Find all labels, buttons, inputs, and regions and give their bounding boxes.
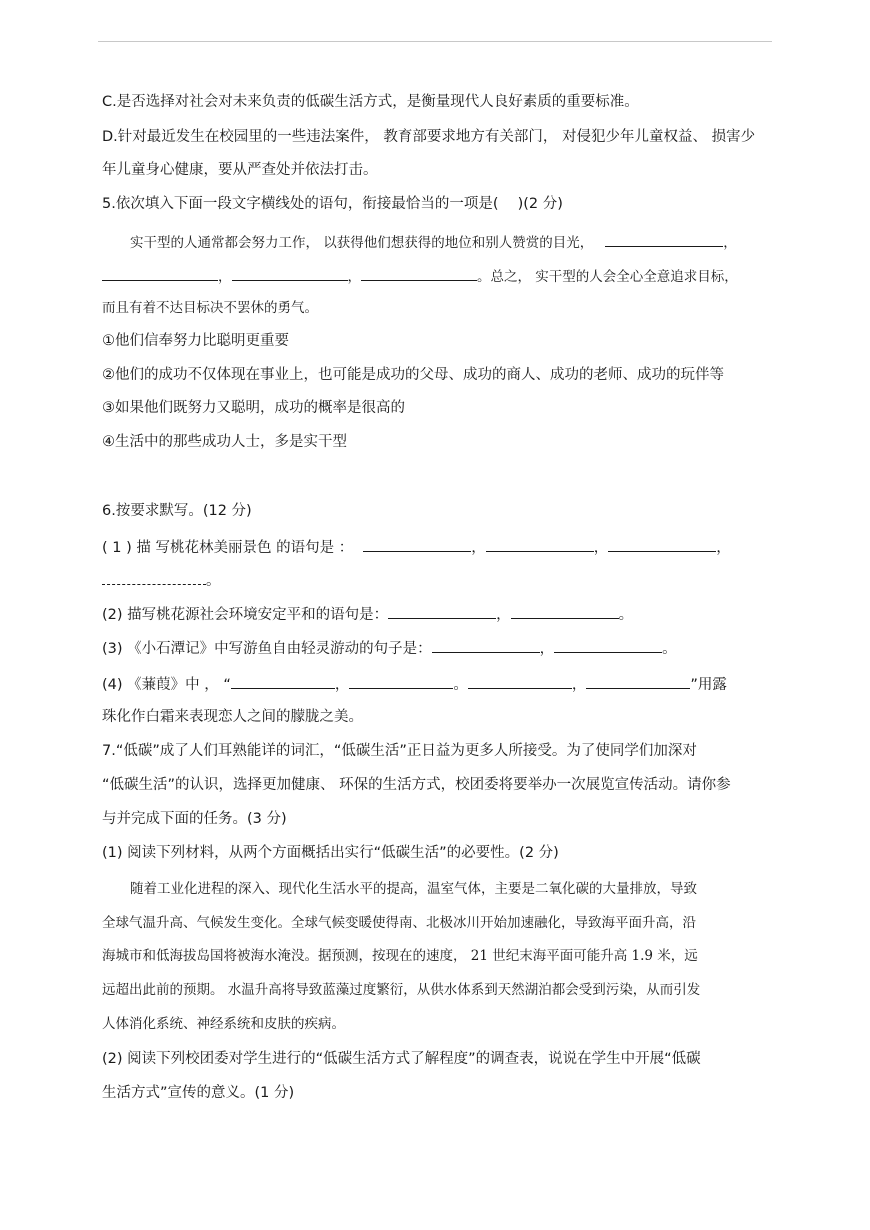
q7-material-line-2: 全球气温升高、气候发生变化。全球气候变暖使得南、北极冰川开始加速融化，导致海平面升高，沿 (102, 915, 696, 931)
fill-blank[interactable] (102, 572, 206, 585)
fill-blank[interactable] (102, 266, 218, 281)
q6-4-sep: ， (334, 677, 350, 693)
q6-2-sep: ， (496, 607, 511, 623)
q5-para-sep: ， (218, 269, 232, 285)
fill-blank[interactable] (388, 604, 496, 619)
q5-paragraph-line-3: 而且有着不达目标决不罢休的勇气。 (102, 300, 318, 316)
fill-blank[interactable] (349, 674, 453, 689)
question-7-line-2: “低碳生活”的认识，选择更加健康、 环保的生活方式，校团委将要举办一次展览宣传活动。请你参 (102, 777, 731, 793)
q6-3-sep: ， (539, 641, 555, 657)
q6-1-sep: ， (593, 540, 609, 556)
option-d-line-1: D.针对最近发生在校园里的一些违法案件， 教育部要求地方有关部门， 对侵犯少年儿童权益、 损害少 (102, 129, 756, 145)
q7-material-line-4: 远超出此前的预期。 水温升高将导致蓝藻过度繁衍，从供水体系到天然湖泊都会受到污染，从而引发 (102, 982, 701, 998)
fill-blank[interactable] (511, 604, 619, 619)
q5-item-3: ③如果他们既努力又聪明，成功的概率是很高的 (102, 400, 405, 416)
option-c-line: C.是否选择对社会对未来负责的低碳生活方式，是衡量现代人良好素质的重要标准。 (102, 94, 639, 110)
q6-1-line-2 (102, 571, 774, 591)
q5-item-4: ④生活中的那些成功人士，多是实干型 (102, 434, 347, 450)
fill-blank[interactable] (232, 266, 348, 281)
q7-sub-1: (1) 阅读下列材料，从两个方面概括出实行“低碳生活”的必要性。(2 分) (102, 845, 559, 861)
q5-paragraph-line-1 (130, 232, 774, 253)
q5-para-text-2c: 。总之， 实干型的人会全心全意追求目标， (477, 269, 738, 285)
option-d-line-2: 年儿童身心健康，要从严查处并依法打击。 (102, 162, 378, 178)
q5-item-1: ①他们信奉努力比聪明更重要 (102, 333, 289, 349)
q6-3-end: 。 (662, 641, 677, 657)
question-6-title: 6.按要求默写。(12 分) (102, 503, 252, 519)
q5-paragraph-line-2 (102, 266, 774, 287)
fill-blank[interactable] (231, 674, 335, 689)
q6-3-line (102, 638, 774, 659)
q6-4-sep: ， (571, 677, 587, 693)
q7-sub-2-line-2: 生活方式”宣传的意义。(1 分) (102, 1085, 295, 1101)
q7-material-line-1: 随着工业化进程的深入、现代化生活水平的提高，温室气体，主要是二氧化碳的大量排放，导致 (130, 881, 697, 897)
q6-2-end: 。 (618, 607, 634, 623)
q5-item-2: ②他们的成功不仅体现在事业上，也可能是成功的父母、成功的商人、成功的老师、成功的玩伴等 (102, 367, 724, 383)
fill-blank[interactable] (586, 674, 690, 689)
header-rule (98, 41, 772, 42)
q7-sub-2-line-1: (2) 阅读下列校团委对学生进行的“低碳生活方式了解程度”的调查表，说说在学生中开展“低碳 (102, 1051, 701, 1067)
question-7-line-3: 与并完成下面的任务。(3 分) (102, 811, 287, 827)
q7-material-line-3: 海城市和低海拔岛国将被海水淹没。据预测，按现在的速度， 21 世纪末海平面可能升高 1.9 米，远 (102, 948, 698, 964)
fill-blank[interactable] (486, 537, 594, 552)
question-7-line-1: 7.“低碳”成了人们耳熟能详的词汇，“低碳生活”正日益为更多人所接受。为了使同学们加深对 (102, 743, 697, 759)
q6-4-end: ”用露 (690, 677, 727, 693)
q5-para-sep: ， (723, 235, 737, 251)
q5-para-sep: ， (347, 269, 361, 285)
q6-4-label: (4) 《蒹葭》中 ， “ (102, 677, 231, 693)
q6-1-line (102, 537, 774, 558)
q6-1-label: ( 1 ) 描 写桃花林美丽景色 的语句是 ： (102, 540, 354, 556)
q6-1-sep: ， (716, 540, 731, 556)
fill-blank[interactable] (605, 232, 723, 247)
q5-para-text-1a: 实干型的人通常都会努力工作， 以获得他们想获得的地位和别人赞赏的目光， (130, 235, 594, 251)
fill-blank[interactable] (361, 266, 477, 281)
q6-4-line-2: 珠化作白霜来表现恋人之间的朦胧之美。 (102, 709, 363, 725)
fill-blank[interactable] (363, 537, 471, 552)
fill-blank[interactable] (554, 638, 662, 653)
q7-material-line-5: 人体消化系统、神经系统和皮肤的疾病。 (102, 1016, 345, 1032)
q6-4-line (102, 674, 774, 695)
q6-4-sep: 。 (453, 677, 468, 693)
fill-blank[interactable] (608, 537, 716, 552)
q6-2-label: (2) 描写桃花源社会环境安定平和的语句是： (102, 607, 389, 623)
q6-1-sep: ， (471, 540, 486, 556)
fill-blank[interactable] (468, 674, 572, 689)
fill-blank[interactable] (432, 638, 540, 653)
question-5-title: 5.依次填入下面一段文字横线处的语句，衔接最恰当的一项是( )(2 分) (102, 196, 563, 212)
q6-3-label: (3) 《小石潭记》中写游鱼自由轻灵游动的句子是： (102, 641, 432, 657)
q6-2-line (102, 604, 774, 625)
q6-1-end: 。 (206, 573, 221, 589)
